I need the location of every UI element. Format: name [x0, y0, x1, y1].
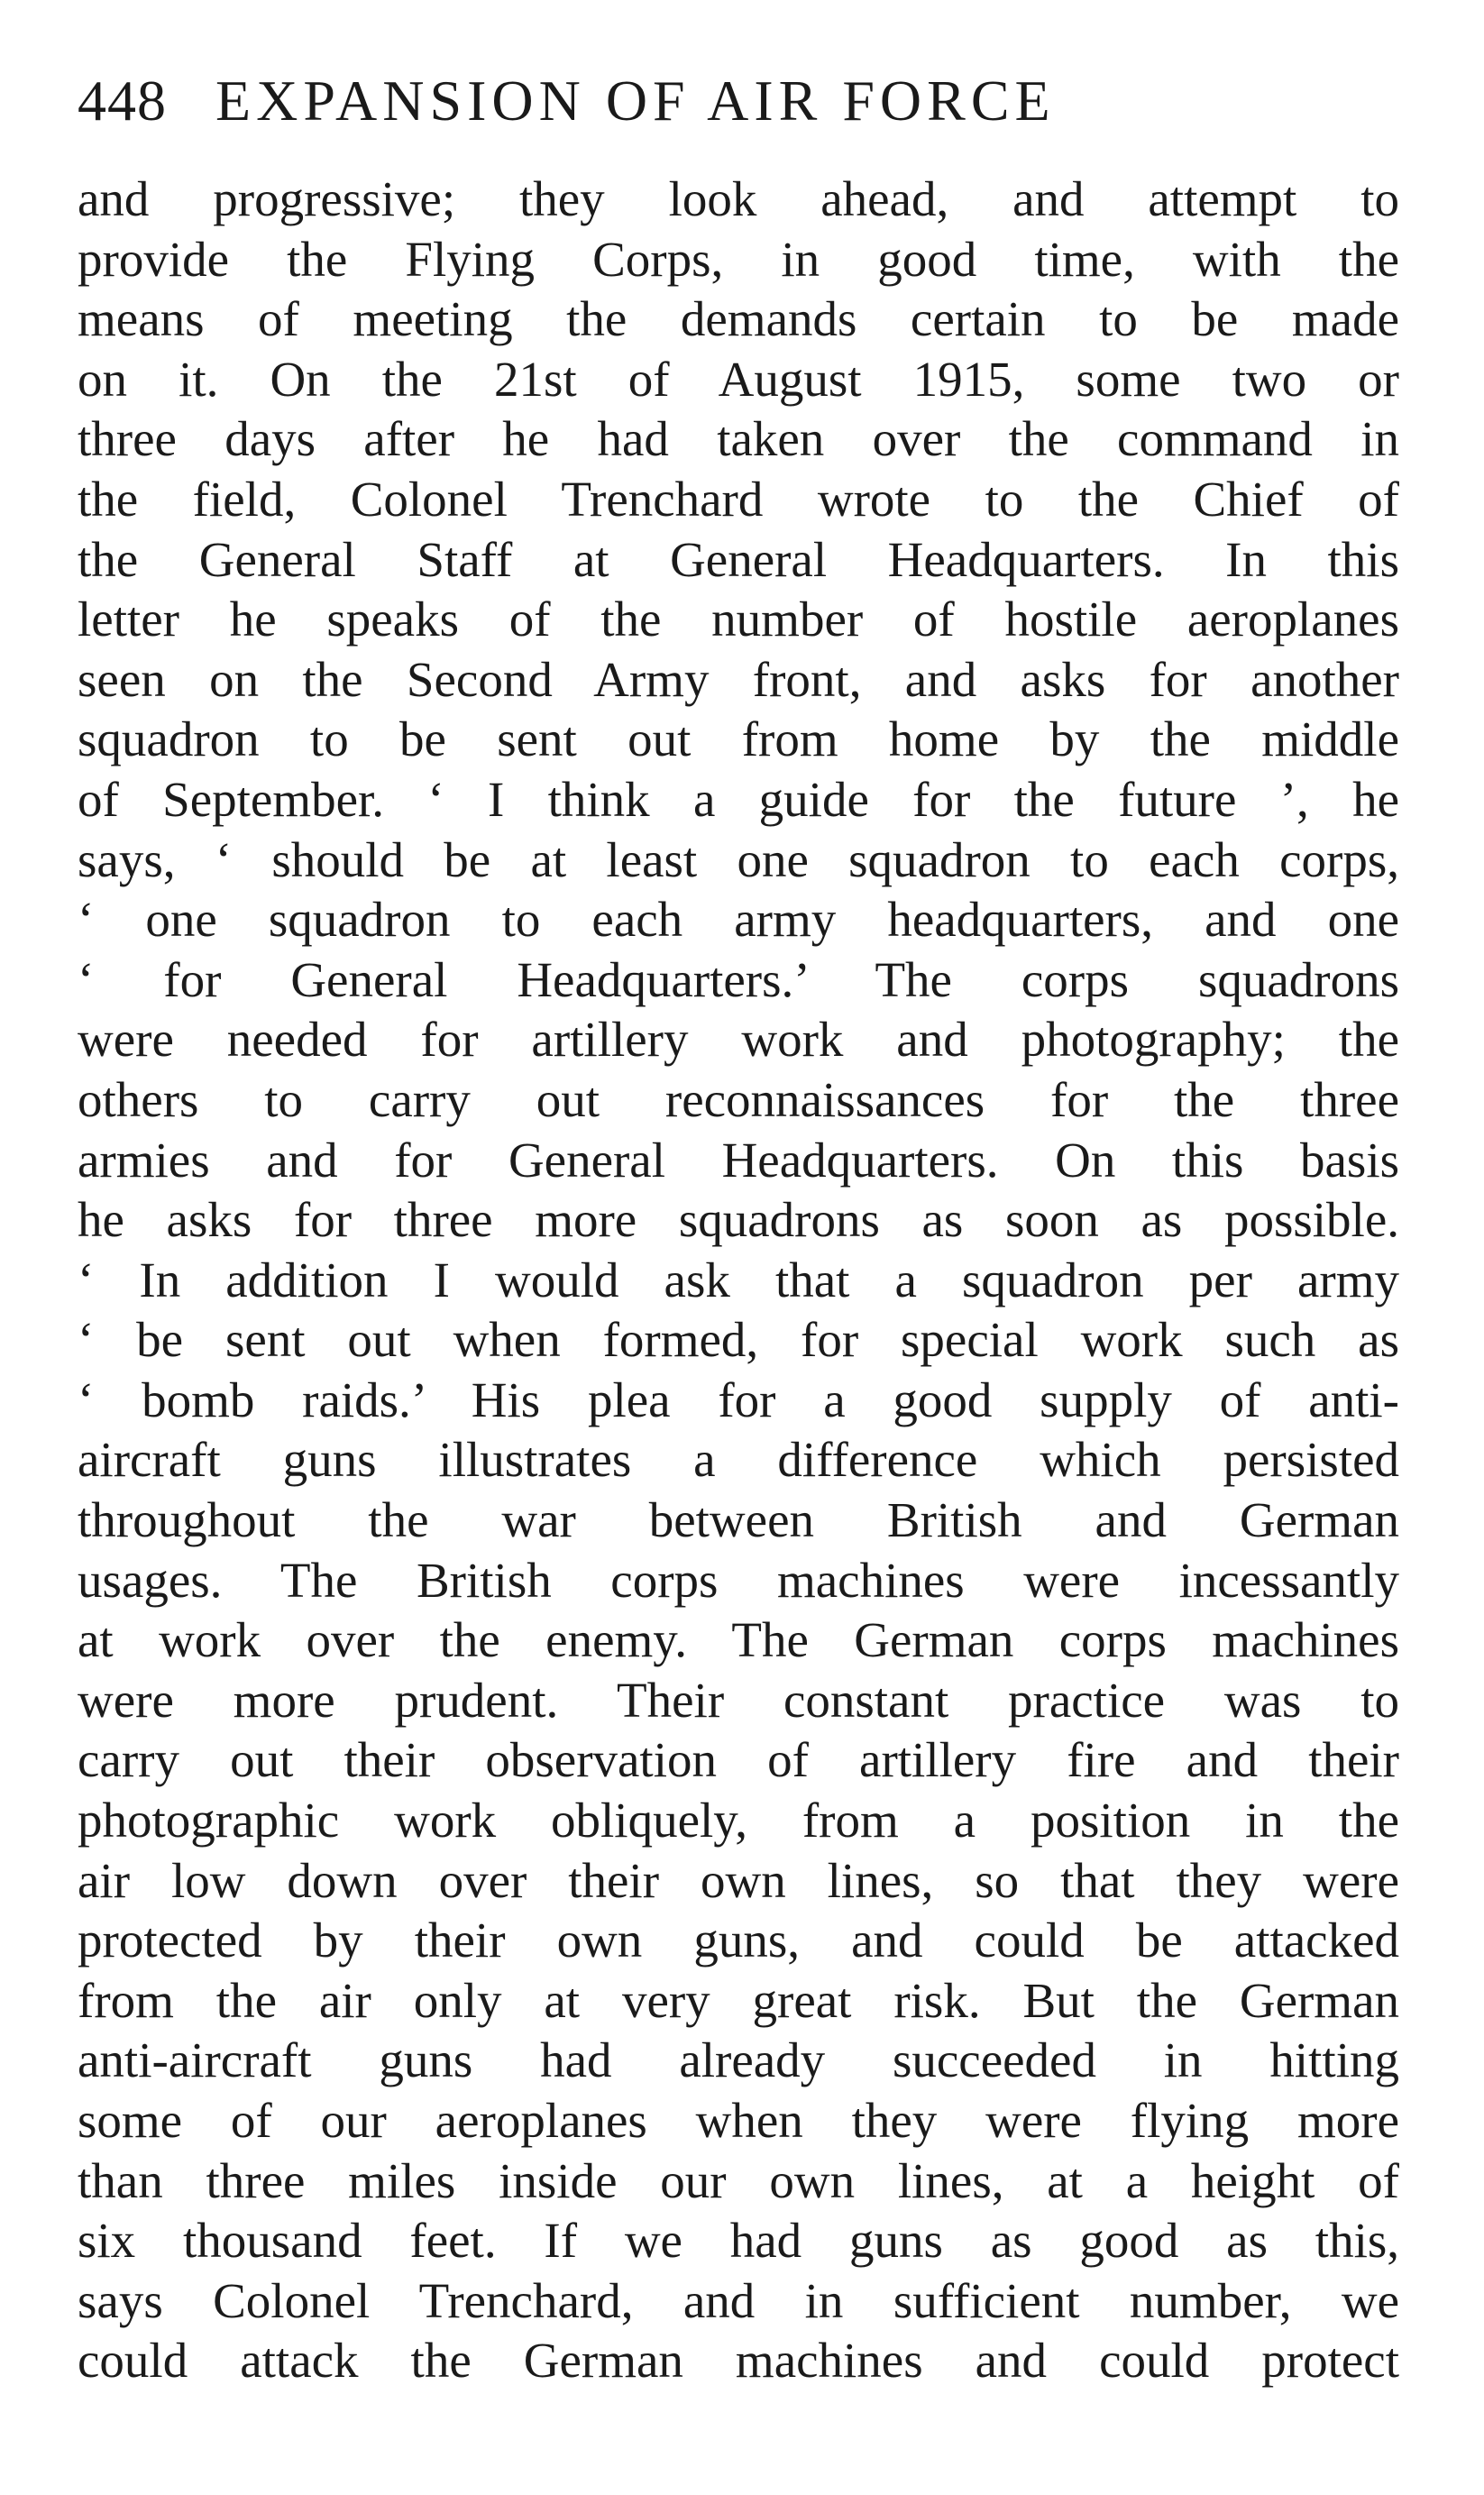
text-line: provide the Flying Corps, in good time, with the: [78, 231, 1399, 287]
text-line: and progressive; they look ahead, and attempt to: [78, 171, 1399, 226]
text-line: armies and for General Headquarters. On this basis: [78, 1132, 1399, 1188]
text-line: were needed for artillery work and photography; the: [78, 1012, 1399, 1068]
text-line: ‘ bomb raids.’ His plea for a good supply of anti-: [78, 1371, 1399, 1427]
text-line: aircraft guns illustrates a difference which persisted: [78, 1432, 1399, 1488]
text-line: letter he speaks of the number of hostile aeroplanes: [78, 592, 1399, 647]
text-line: the General Staff at General Headquarters. In this: [78, 531, 1399, 587]
text-line: ‘ one squadron to each army headquarters, and one: [78, 892, 1399, 948]
text-line: says, ‘ should be at least one squadron to each corps,: [78, 831, 1399, 887]
text-line: ‘ In addition I would ask that a squadron per army: [78, 1252, 1399, 1307]
text-line: ‘ for General Headquarters.’ The corps squadrons: [78, 951, 1399, 1007]
text-line: three days after he had taken over the command in: [78, 411, 1399, 467]
text-line: usages. The British corps machines were incessantly: [78, 1552, 1399, 1608]
page-number: 448: [78, 69, 167, 133]
text-line: anti-aircraft guns had already succeeded in hitting: [78, 2032, 1399, 2088]
text-line: others to carry out reconnaissances for the three: [78, 1071, 1399, 1127]
text-line: squadron to be sent out from home by the middle: [78, 711, 1399, 767]
text-line: photographic work obliquely, from a position in the: [78, 1793, 1399, 1848]
body-text: [78, 170, 1399, 2391]
text-line: means of meeting the demands certain to be made: [78, 291, 1399, 347]
text-line: were more prudent. Their constant practice was to: [78, 1672, 1399, 1728]
text-line: seen on the Second Army front, and asks for another: [78, 651, 1399, 707]
text-line: of September. ‘ I think a guide for the future ’, he: [78, 771, 1399, 827]
running-title: EXPANSION OF AIR FORCE: [215, 69, 1056, 133]
text-line: from the air only at very great risk. But the German: [78, 1972, 1399, 2028]
text-line: the field, Colonel Trenchard wrote to the Chief of: [78, 471, 1399, 527]
text-line: carry out their observation of artillery fire and their: [78, 1732, 1399, 1788]
running-head: [78, 65, 1412, 137]
text-line: than three miles inside our own lines, at a height of: [78, 2152, 1399, 2208]
text-line: on it. On the 21st of August 1915, some two or: [78, 351, 1399, 407]
text-line: six thousand feet. If we had guns as good as this,: [78, 2213, 1399, 2269]
text-line: at work over the enemy. The German corps machines: [78, 1612, 1399, 1668]
text-line: air low down over their own lines, so that they were: [78, 1852, 1399, 1908]
text-line: he asks for three more squadrons as soon as possible.: [78, 1192, 1399, 1248]
text-line: protected by their own guns, and could be attacked: [78, 1913, 1399, 1968]
text-line: ‘ be sent out when formed, for special work such as: [78, 1312, 1399, 1368]
text-line: says Colonel Trenchard, and in sufficient number, we: [78, 2272, 1399, 2328]
text-line: could attack the German machines and could protect: [78, 2333, 1399, 2389]
text-line: throughout the war between British and German: [78, 1492, 1399, 1548]
text-line: some of our aeroplanes when they were flying more: [78, 2093, 1399, 2148]
